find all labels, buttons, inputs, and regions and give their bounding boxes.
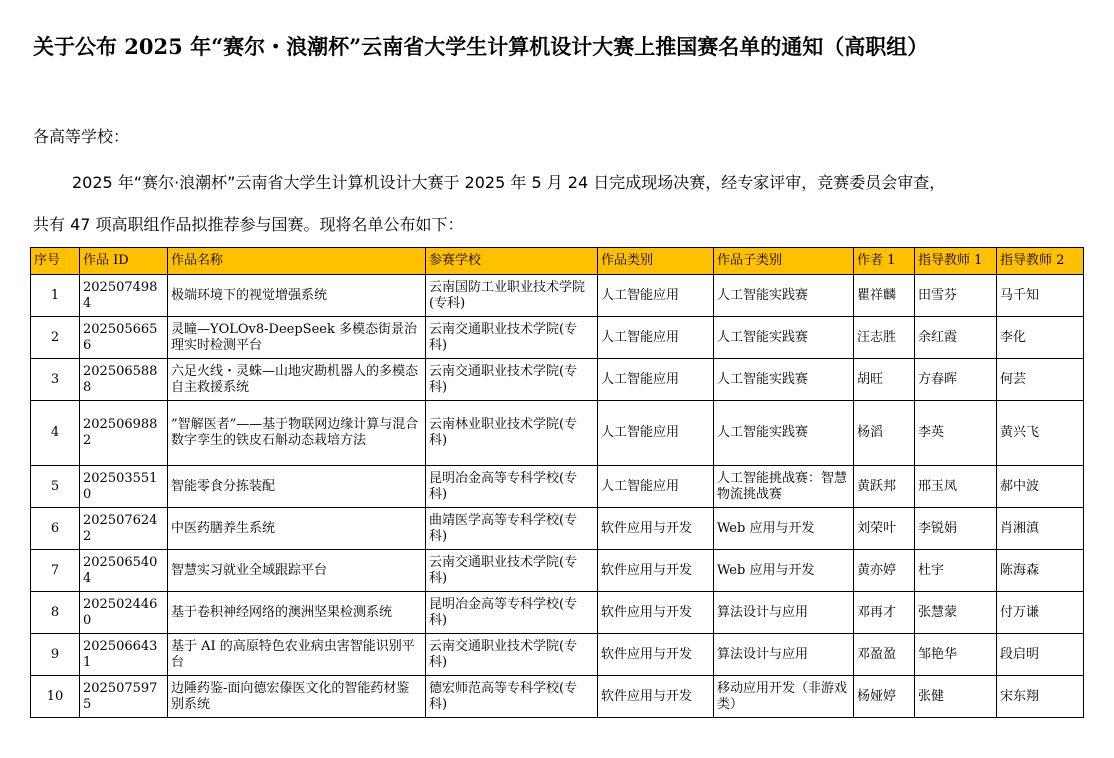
cell-advisor-2: 黄兴飞 xyxy=(997,401,1084,466)
greeting: 各高等学校： xyxy=(33,127,130,146)
cell-advisor-1: 余红霞 xyxy=(915,317,997,359)
cell-author: 瞿祥麟 xyxy=(854,275,915,317)
cell-subcategory: 人工智能实践赛 xyxy=(714,359,854,401)
cell-advisor-1: 李锐娟 xyxy=(915,508,997,550)
cell-category: 软件应用与开发 xyxy=(598,508,714,550)
cell-advisor-2: 段启明 xyxy=(997,634,1084,676)
cell-work-name: 中医药膳养生系统 xyxy=(168,508,426,550)
cell-advisor-1: 邹艳华 xyxy=(915,634,997,676)
header-subcategory: 作品子类别 xyxy=(714,248,854,275)
header-work-id: 作品 ID xyxy=(80,248,168,275)
cell-work-id: 2025065888 xyxy=(80,359,168,401)
cell-school: 云南交通职业技术学院(专科) xyxy=(426,317,598,359)
cell-author: 黄亦婷 xyxy=(854,550,915,592)
cell-advisor-2: 宋东翔 xyxy=(997,676,1084,718)
cell-index: 9 xyxy=(31,634,80,676)
cell-category: 软件应用与开发 xyxy=(598,676,714,718)
cell-author: 胡旺 xyxy=(854,359,915,401)
cell-work-id: 2025076242 xyxy=(80,508,168,550)
cell-advisor-2: 李化 xyxy=(997,317,1084,359)
table-row xyxy=(31,676,1084,718)
cell-advisor-1: 张慧蒙 xyxy=(915,592,997,634)
cell-author: 汪志胜 xyxy=(854,317,915,359)
cell-advisor-2: 郝中波 xyxy=(997,466,1084,508)
cell-advisor-1: 方春晖 xyxy=(915,359,997,401)
cell-author: 黄跃邦 xyxy=(854,466,915,508)
cell-subcategory: 算法设计与应用 xyxy=(714,592,854,634)
table-header-row xyxy=(31,248,1084,275)
cell-subcategory: Web 应用与开发 xyxy=(714,550,854,592)
header-author: 作者 1 xyxy=(854,248,915,275)
cell-work-id: 2025074984 xyxy=(80,275,168,317)
cell-subcategory: 人工智能实践赛 xyxy=(714,401,854,466)
cell-author: 杨娅婷 xyxy=(854,676,915,718)
cell-advisor-2: 何芸 xyxy=(997,359,1084,401)
cell-advisor-1: 田雪芬 xyxy=(915,275,997,317)
cell-school: 云南交通职业技术学院(专科) xyxy=(426,550,598,592)
cell-school: 云南交通职业技术学院(专科) xyxy=(426,359,598,401)
cell-work-name: 智慧实习就业全域跟踪平台 xyxy=(168,550,426,592)
cell-school: 德宏师范高等专科学校(专科) xyxy=(426,676,598,718)
cell-advisor-2: 马千知 xyxy=(997,275,1084,317)
cell-index: 7 xyxy=(31,550,80,592)
cell-work-id: 2025065404 xyxy=(80,550,168,592)
cell-school: 昆明冶金高等专科学校(专科) xyxy=(426,592,598,634)
header-advisor-1: 指导教师 1 xyxy=(915,248,997,275)
cell-subcategory: 人工智能实践赛 xyxy=(714,317,854,359)
cell-work-name: ”智解医者”——基于物联网边缘计算与混合数字孪生的铁皮石斛动态栽培方法 xyxy=(168,401,426,466)
cell-work-name: 基于卷积神经网络的澳洲坚果检测系统 xyxy=(168,592,426,634)
cell-category: 软件应用与开发 xyxy=(598,550,714,592)
table-row xyxy=(31,508,1084,550)
cell-category: 人工智能应用 xyxy=(598,317,714,359)
recommendation-table xyxy=(30,247,1084,718)
cell-advisor-2: 肖湘滇 xyxy=(997,508,1084,550)
cell-work-name: 边陲药鉴-面向德宏傣医文化的智能药材鉴别系统 xyxy=(168,676,426,718)
header-category: 作品类别 xyxy=(598,248,714,275)
cell-author: 邓再才 xyxy=(854,592,915,634)
cell-work-name: 智能零食分拣装配 xyxy=(168,466,426,508)
cell-index: 6 xyxy=(31,508,80,550)
cell-subcategory: 人工智能挑战赛：智慧物流挑战赛 xyxy=(714,466,854,508)
cell-index: 1 xyxy=(31,275,80,317)
cell-subcategory: Web 应用与开发 xyxy=(714,508,854,550)
cell-subcategory: 算法设计与应用 xyxy=(714,634,854,676)
table-row xyxy=(31,634,1084,676)
cell-author: 杨滔 xyxy=(854,401,915,466)
cell-advisor-1: 张健 xyxy=(915,676,997,718)
cell-advisor-1: 李英 xyxy=(915,401,997,466)
cell-index: 5 xyxy=(31,466,80,508)
header-index: 序号 xyxy=(31,248,80,275)
table-row xyxy=(31,550,1084,592)
cell-advisor-2: 陈海森 xyxy=(997,550,1084,592)
table-row xyxy=(31,401,1084,466)
header-work-name: 作品名称 xyxy=(168,248,426,275)
cell-category: 人工智能应用 xyxy=(598,275,714,317)
cell-school: 云南交通职业技术学院(专科) xyxy=(426,634,598,676)
header-advisor-2: 指导教师 2 xyxy=(997,248,1084,275)
table-row xyxy=(31,592,1084,634)
cell-category: 人工智能应用 xyxy=(598,359,714,401)
cell-work-id: 2025075975 xyxy=(80,676,168,718)
cell-index: 2 xyxy=(31,317,80,359)
intro-paragraph-line-1: 2025 年“赛尔·浪潮杯”云南省大学生计算机设计大赛于 2025 年 5 月 24 日完成现场决赛，经专家评审，竞赛委员会审查， xyxy=(72,173,946,192)
cell-advisor-1: 杜宇 xyxy=(915,550,997,592)
cell-work-id: 2025069882 xyxy=(80,401,168,466)
cell-category: 人工智能应用 xyxy=(598,401,714,466)
cell-school: 云南国防工业职业技术学院(专科) xyxy=(426,275,598,317)
table-row xyxy=(31,275,1084,317)
cell-category: 软件应用与开发 xyxy=(598,592,714,634)
cell-subcategory: 人工智能实践赛 xyxy=(714,275,854,317)
cell-author: 刘荣叶 xyxy=(854,508,915,550)
cell-school: 曲靖医学高等专科学校(专科) xyxy=(426,508,598,550)
cell-school: 昆明冶金高等专科学校(专科) xyxy=(426,466,598,508)
cell-work-id: 2025024460 xyxy=(80,592,168,634)
cell-work-id: 2025066431 xyxy=(80,634,168,676)
cell-subcategory: 移动应用开发（非游戏类） xyxy=(714,676,854,718)
cell-work-id: 2025035510 xyxy=(80,466,168,508)
cell-work-name: 六足火线・灵蛛—山地灾勘机器人的多模态自主救援系统 xyxy=(168,359,426,401)
cell-index: 4 xyxy=(31,401,80,466)
cell-index: 8 xyxy=(31,592,80,634)
table-row xyxy=(31,317,1084,359)
cell-category: 人工智能应用 xyxy=(598,466,714,508)
table-row xyxy=(31,466,1084,508)
header-school: 参赛学校 xyxy=(426,248,598,275)
cell-index: 3 xyxy=(31,359,80,401)
cell-work-name: 基于 AI 的高原特色农业病虫害智能识别平台 xyxy=(168,634,426,676)
cell-category: 软件应用与开发 xyxy=(598,634,714,676)
cell-school: 云南林业职业技术学院(专科) xyxy=(426,401,598,466)
cell-work-id: 2025056656 xyxy=(80,317,168,359)
table-row xyxy=(31,359,1084,401)
cell-work-name: 灵瞳—YOLOv8-DeepSeek 多模态街景治理实时检测平台 xyxy=(168,317,426,359)
cell-advisor-1: 邢玉凤 xyxy=(915,466,997,508)
intro-paragraph-line-2: 共有 47 项高职组作品拟推荐参与国赛。现将名单公布如下： xyxy=(33,215,464,234)
cell-index: 10 xyxy=(31,676,80,718)
document-title: 关于公布 2025 年“赛尔・浪潮杯”云南省大学生计算机设计大赛上推国赛名单的通知（高职组） xyxy=(33,34,929,59)
cell-author: 邓盈盈 xyxy=(854,634,915,676)
cell-work-name: 极端环境下的视觉增强系统 xyxy=(168,275,426,317)
cell-advisor-2: 付万谦 xyxy=(997,592,1084,634)
